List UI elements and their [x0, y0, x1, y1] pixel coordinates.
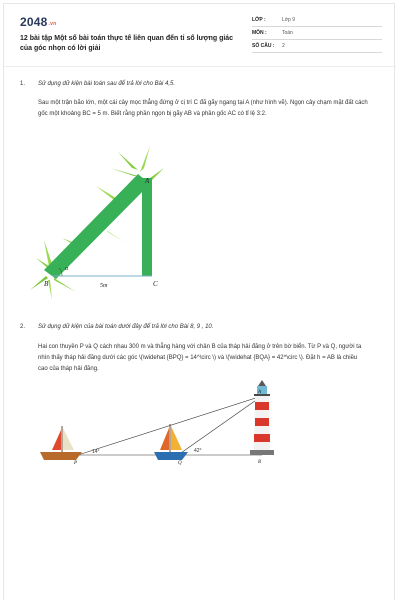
label-p: P — [74, 461, 78, 466]
question-body: Hai con thuyền P và Q cách nhau 300 m và thẳng hàng với chân B của tháp hải đăng ở trên bờ biển. Từ P và Q, người ta nhìn thấy tháp hải đăng dưới các góc \(\widehat {BPQ} = 14^\circ \) và \(\widehat {BQA} = 42^\circ \). Đặt h = AB là chiều cao của tháp hải đăng. — [38, 344, 362, 372]
label-alpha: α — [65, 266, 69, 272]
meta-value: 2 — [282, 43, 285, 49]
label-q: Q — [178, 461, 182, 466]
boat-p — [40, 426, 82, 460]
question-body: Sau một trận bão lớn, một cái cây mọc thẳng đứng ở cị trí C đã gãy ngang tại A (như hình vẽ). Ngọn cây chạm mặt đất cách gốc một khoảng BC = 5 m. Biết rằng phần ngọn bị gãy AB và phần gốc AC có tỉ lệ 3:2. — [38, 100, 368, 117]
logo-suffix: .vn — [48, 21, 57, 27]
label-b: B — [44, 280, 49, 288]
question-intro: Sử dụng dữ kiện của bài toán dưới đây để trả lời cho Bài 8, 9 , 10. — [38, 324, 214, 330]
meta-key: LỚP : — [252, 17, 266, 23]
meta-value: Lớp 9 — [282, 17, 296, 23]
angle-label-p: 14° — [92, 449, 100, 455]
boat-q — [154, 424, 188, 460]
meta-key: MÔN : — [252, 30, 267, 36]
label-a: A — [258, 390, 262, 395]
question-number: 2. — [20, 324, 26, 330]
label-a: A — [145, 177, 150, 185]
lighthouse-icon — [250, 380, 274, 455]
question-intro: Sử dụng dữ kiện bài toán sau để trả lời cho Bài 4,5. — [38, 81, 175, 87]
question-number: 1. — [20, 81, 26, 87]
meta-value: Toán — [282, 30, 293, 36]
angle-label-q: 42° — [194, 448, 202, 454]
page-title: 12 bài tập Một số bài toán thực tế liên quan đến tỉ số lượng giác của góc nhọn có lời giải — [20, 35, 234, 52]
logo-text: 2048 — [20, 15, 48, 29]
label-b: B — [258, 460, 262, 465]
label-bc: 5m — [100, 283, 108, 289]
label-c: C — [153, 280, 158, 288]
meta-key: SỐ CÂU : — [252, 43, 275, 49]
